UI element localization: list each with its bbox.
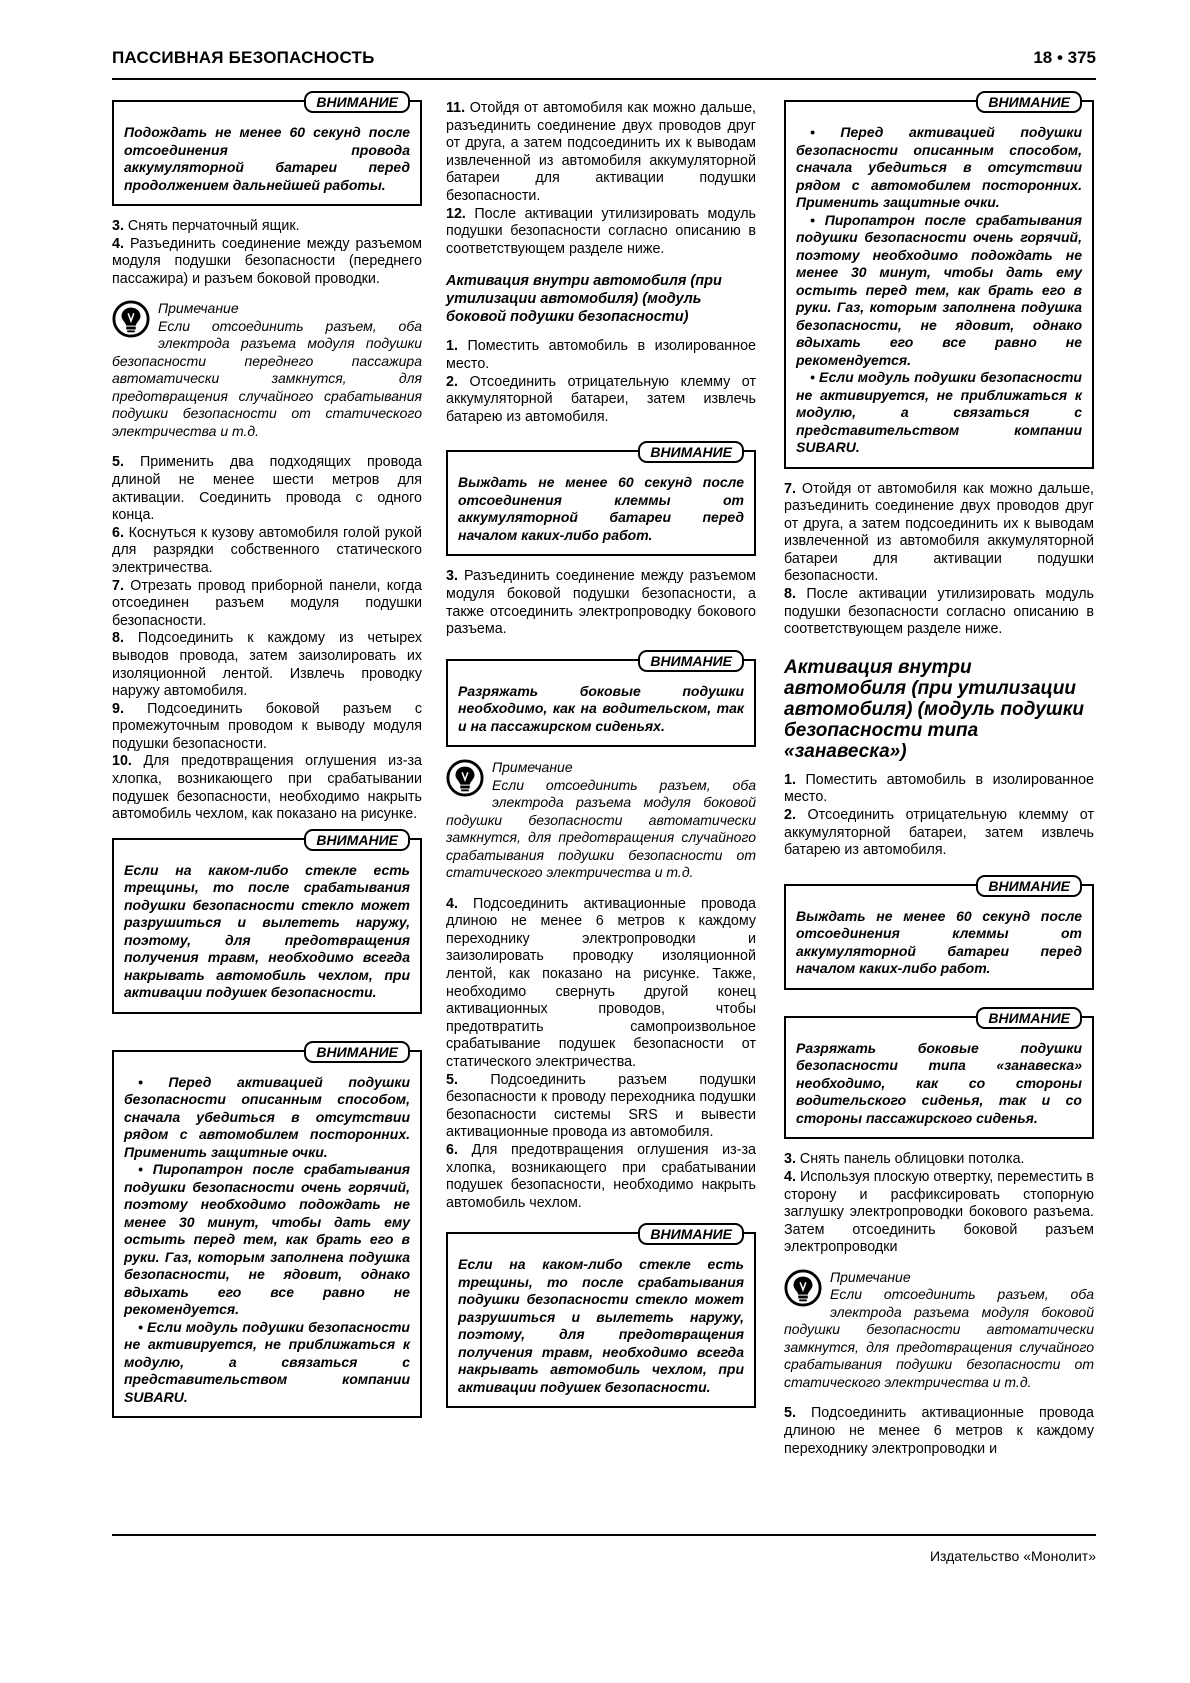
step xyxy=(446,206,756,259)
step-number: 3. xyxy=(784,1151,796,1168)
note-block xyxy=(446,759,756,882)
warning-bullet: • Пиропатрон после срабатывания подушки безопасности очень горячий, поэтому необходимо подождать не менее 30 минут, чтобы дать ему остыть перед тем, как брать его в руки. Газ, которым заполнена подушка безопасности, не ядовит, однако вдыхать его все равно не рекомендуется. xyxy=(796,211,1082,368)
step-number: 5. xyxy=(784,1405,796,1422)
step-number: 5. xyxy=(112,454,124,471)
step xyxy=(784,481,1094,587)
warning-box xyxy=(446,444,756,556)
step-text: Отойдя от автомобиля как можно дальше, разъединить соединение двух проводов друг от друга, а затем подсоединить их к выводам извлеченной из автомобиля аккумуляторной батареи для активации подушки безопасности. xyxy=(784,480,1094,585)
step-text: Разъединить соединение между разъемом модуля боковой подушки безопасности, а также отсоединить электропроводку бокового разъема. xyxy=(446,568,756,638)
step-number: 4. xyxy=(446,895,458,912)
note-text: Если отсоединить разъем, оба электрода разъема модуля боковой подушки безопасности автоматически замкнутся, для предотвращения случайного срабатывания подушки безопасности от статического электричества и т.д. xyxy=(446,776,756,881)
step-number: 9. xyxy=(112,700,124,717)
step-number: 3. xyxy=(112,218,124,234)
page-number: 18 • 375 xyxy=(1033,48,1096,67)
step xyxy=(446,1142,756,1212)
footer-rule xyxy=(112,1534,1096,1536)
note-text: Если отсоединить разъем, оба электрода разъема модуля боковой подушки безопасности автоматически замкнутся, для предотвращения случайного срабатывания подушки безопасности от статического электричества и т.д. xyxy=(784,1286,1094,1390)
warning-label: ВНИМАНИЕ xyxy=(638,650,744,672)
step-text: Отрезать провод приборной панели, когда отсоединен разъем модуля подушки безопасности. xyxy=(112,577,422,629)
step-text: Для предотвращения оглушения из-за хлопка, возникающего при срабатывании подушек безопасности, необходимо накрыть автомобиль чехлом, как показано на рисунке. xyxy=(112,753,422,823)
column-1 xyxy=(112,94,422,1430)
warning-box xyxy=(784,94,1094,469)
step-number: 8. xyxy=(784,586,796,603)
warning-label: ВНИМАНИЕ xyxy=(304,91,410,113)
step-text: Поместить автомобиль в изолированное место. xyxy=(446,338,756,372)
step-text: Подсоединить активационные провода длиною не менее 6 метров к каждому переходнику электропроводки и заизолировать проводку изоляционной лентой, как показано на рисунке. Также, необходимо свернуть другой конец активационных проводов, чтобы предотвратить самопроизвольное срабатывание подушек безопасности от статического электричества. xyxy=(446,895,756,1071)
step-text: Снять перчаточный ящик. xyxy=(123,218,300,234)
step-number: 7. xyxy=(112,577,124,594)
note-heading: Примечание xyxy=(158,300,239,317)
warning-label: ВНИМАНИЕ xyxy=(638,441,744,463)
warning-text: Если на каком-либо стекле есть трещины, то после срабатывания подушки безопасности стекло может разрушиться и вылететь наружу, поэтому, для предотвращения получения травм, необходимо всегда накрывать автомобиль чехлом, при активации подушек безопасности. xyxy=(458,1256,744,1395)
section-title: ПАССИВНАЯ БЕЗОПАСНОСТЬ xyxy=(112,48,375,67)
step xyxy=(446,896,756,1072)
step xyxy=(446,338,756,373)
step xyxy=(112,753,422,823)
step-text: Подсоединить разъем подушки безопасности к проводу переходника подушки безопасности системы SRS и вывести активационные провода из автомобиля. xyxy=(446,1071,756,1141)
step-number: 2. xyxy=(446,373,458,390)
step-text: Снять панель облицовки потолка. xyxy=(795,1151,1025,1168)
warning-bullet: • Пиропатрон после срабатывания подушки безопасности очень горячий, поэтому необходимо подождать не менее 30 минут, чтобы дать ему остыть перед тем, как брать его в руки. Газ, которым заполнена подушка безопасности, не ядовит, однако вдыхать его все равно не рекомендуется. xyxy=(124,1161,410,1318)
step-text: Отсоединить отрицательную клемму от аккумуляторной батареи, затем извлечь батарею из автомобиля. xyxy=(784,807,1094,859)
step-text: Отойдя от автомобиля как можно дальше, разъединить соединение двух проводов друг от друга, а затем подсоединить их к выводам извлеченной из автомобиля аккумуляторной батареи для активации подушки безопасности. xyxy=(446,100,756,204)
step-text: Для предотвращения оглушения из-за хлопка, возникающего при срабатывании подушек безопасности, необходимо накрыть автомобиль чехлом. xyxy=(446,1142,756,1211)
warning-box xyxy=(446,1226,756,1408)
warning-bullet: • Если модуль подушки безопасности не активируется, не приближаться к модулю, а связаться с представительством компании SUBARU. xyxy=(124,1318,410,1405)
warning-box xyxy=(784,877,1094,990)
warning-label: ВНИМАНИЕ xyxy=(304,1041,410,1063)
step-text: Разъединить соединение между разъемом модуля подушки безопасности (переднего пассажира) и разъем боковой проводки. xyxy=(112,235,422,287)
note-heading: Примечание xyxy=(830,1268,911,1285)
warning-label: ВНИМАНИЕ xyxy=(976,91,1082,113)
step xyxy=(446,100,756,206)
step-text: Используя плоскую отвертку, переместить в сторону и расфиксировать стопорную заглушку электропроводки бокового разъема. Затем отсоединить боковой разъем электропроводки xyxy=(784,1168,1094,1256)
note-block xyxy=(112,300,422,440)
step xyxy=(112,630,422,700)
step-number: 4. xyxy=(784,1168,796,1185)
warning-label: ВНИМАНИЕ xyxy=(638,1223,744,1245)
warning-text: Подождать не менее 60 секунд после отсоединения провода аккумуляторной батареи перед продолжением дальнейшей работы. xyxy=(124,124,410,193)
step-text: Подсоединить к каждому из четырех выводов провода, затем заизолировать их изоляционной лентой. Извлечь проводку наружу автомобиля. xyxy=(112,630,422,700)
warning-box xyxy=(112,94,422,206)
column-2 xyxy=(446,100,756,1420)
step-number: 11. xyxy=(446,100,466,116)
step xyxy=(784,1151,1094,1169)
publisher: Издательство «Монолит» xyxy=(929,1548,1096,1564)
step xyxy=(112,701,422,754)
step-number: 6. xyxy=(112,524,124,541)
lightbulb-icon xyxy=(784,1269,822,1307)
warning-box xyxy=(446,652,756,748)
warning-text: Выждать не менее 60 секунд после отсоединения клеммы от аккумуляторной батареи перед началом каких-либо работ. xyxy=(458,474,744,543)
note-block xyxy=(784,1269,1094,1392)
step-text: После активации утилизировать модуль подушки безопасности согласно описанию в соответствующем разделе ниже. xyxy=(446,205,756,257)
warning-box xyxy=(112,1043,422,1419)
step xyxy=(446,1072,756,1142)
step xyxy=(112,218,422,236)
step xyxy=(112,236,422,289)
warning-label: ВНИМАНИЕ xyxy=(976,1007,1082,1029)
step-number: 6. xyxy=(446,1142,458,1158)
warning-box xyxy=(784,1009,1094,1140)
step-number: 8. xyxy=(112,630,124,647)
step-number: 1. xyxy=(446,338,458,355)
step-number: 10. xyxy=(112,753,132,770)
warning-box xyxy=(112,831,422,1014)
step xyxy=(784,1405,1094,1458)
warning-bullet: • Перед активацией подушки безопасности описанным способом, сначала убедиться в отсутствии рядом с автомобилем посторонних. Применить защитные очки. xyxy=(124,1073,410,1160)
step xyxy=(784,807,1094,860)
step xyxy=(784,586,1094,639)
step-number: 5. xyxy=(446,1071,458,1088)
step-text: Отсоединить отрицательную клемму от аккумуляторной батареи, затем извлечь батарею из автомобиля. xyxy=(446,373,756,425)
step-text: Коснуться к кузову автомобиля голой рукой для разрядки собственного статического электричества. xyxy=(112,524,422,576)
warning-text: Разряжать боковые подушки безопасности типа «занавеска» необходимо, как со стороны водительского сиденья, так и со стороны пассажирского сиденья. xyxy=(796,1039,1082,1126)
step-text: Поместить автомобиль в изолированное место. xyxy=(784,771,1094,806)
page-header xyxy=(112,48,1096,80)
step xyxy=(784,1169,1094,1257)
section-heading: Активация внутри автомобиля (при утилизации автомобиля) (модуль подушки безопасности типа «занавеска») xyxy=(784,656,1085,762)
step xyxy=(446,374,756,427)
subsection-heading: Активация внутри автомобиля (при утилизации автомобиля) (модуль боковой подушки безопасности) xyxy=(446,273,722,326)
step-number: 2. xyxy=(784,807,796,824)
warning-text: Разряжать боковые подушки необходимо, как на водительском, так и на пассажирском сиденьях. xyxy=(458,682,744,734)
column-3 xyxy=(784,94,1094,1458)
warning-text: Выждать не менее 60 секунд после отсоединения клеммы от аккумуляторной батареи перед началом каких-либо работ. xyxy=(796,907,1082,977)
note-text: Если отсоединить разъем, оба электрода разъема модуля подушки безопасности переднего пассажира автоматически замкнутся, для предотвращения случайного срабатывания подушки безопасности от статического электричества и т.д. xyxy=(112,317,422,439)
warning-label: ВНИМАНИЕ xyxy=(304,829,410,851)
step-text: Подсоединить боковой разъем с промежуточным проводом к выводу модуля подушки безопасности. xyxy=(112,700,422,752)
note-heading: Примечание xyxy=(492,759,573,776)
step-number: 4. xyxy=(112,235,124,252)
step xyxy=(784,772,1094,807)
step xyxy=(112,525,422,578)
lightbulb-icon xyxy=(112,300,150,338)
warning-bullet: • Перед активацией подушки безопасности описанным способом, сначала убедиться в отсутствии рядом с автомобилем посторонних. Применить защитные очки. xyxy=(796,124,1082,210)
lightbulb-icon xyxy=(446,759,484,797)
step xyxy=(112,578,422,631)
step-text: Применить два подходящих провода длиной не менее шести метров для активации. Соединить провода с одного конца. xyxy=(112,454,422,524)
step-number: 7. xyxy=(784,480,796,497)
step-number: 3. xyxy=(446,568,458,585)
warning-text: Если на каком-либо стекле есть трещины, то после срабатывания подушки безопасности стекло может разрушиться и вылететь наружу, поэтому, для предотвращения получения травм, необходимо всегда накрывать автомобиль чехлом, при активации подушек безопасности. xyxy=(124,861,410,1001)
step xyxy=(112,454,422,524)
step-number: 12. xyxy=(446,205,466,222)
warning-bullet: • Если модуль подушки безопасности не активируется, не приближаться к модулю, а связаться с представительством компании SUBARU. xyxy=(796,369,1082,455)
step-text: После активации утилизировать модуль подушки безопасности согласно описанию в соответствующем разделе ниже. xyxy=(784,586,1094,638)
step-number: 1. xyxy=(784,771,796,788)
step xyxy=(446,568,756,638)
step-text: Подсоединить активационные провода длиною не менее 6 метров к каждому переходнику электропроводки и xyxy=(784,1405,1094,1457)
warning-label: ВНИМАНИЕ xyxy=(976,875,1082,897)
